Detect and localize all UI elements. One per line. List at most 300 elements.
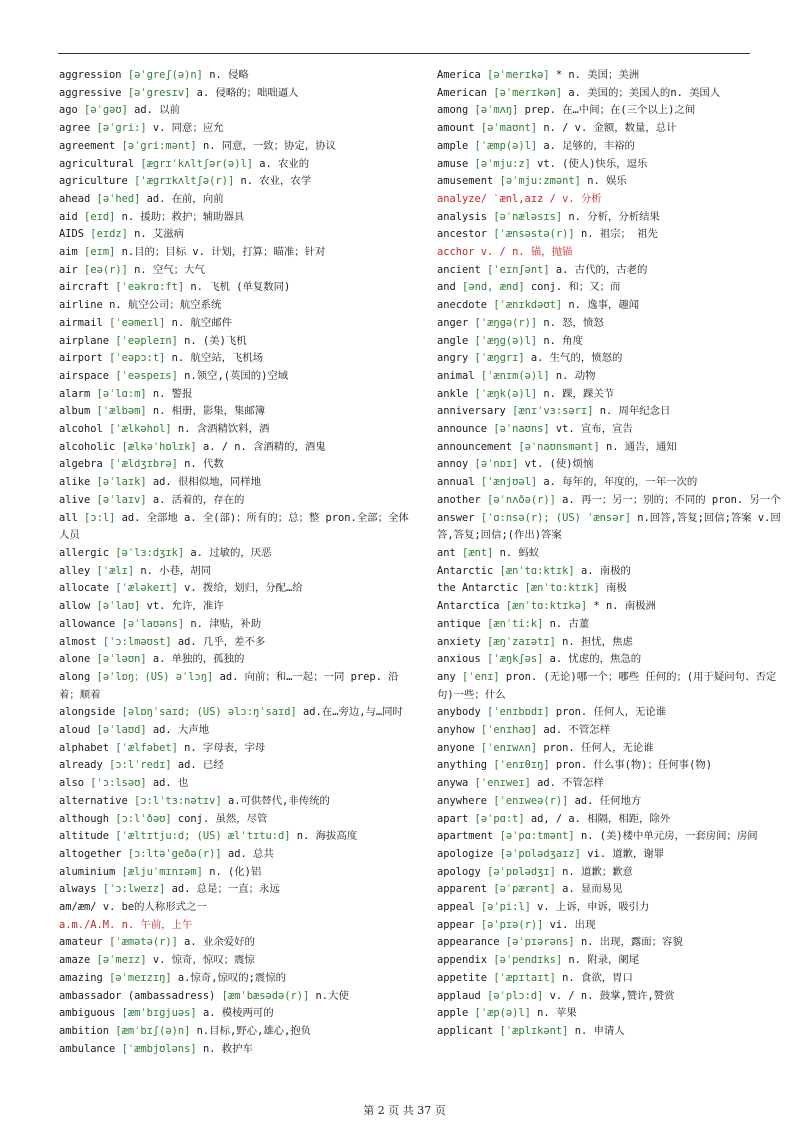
entry-phonetic: [ əˈlaɪk ] <box>97 476 147 488</box>
entry-word: anybody <box>437 706 481 719</box>
entry-phonetic: [ ˈæp(ə)l ] <box>475 1007 531 1019</box>
entry-definition: n.领空,(英国的)空域 <box>184 369 289 382</box>
entry-word: annual <box>437 476 475 489</box>
entry-phonetic: [ æmˈbɪgjuəs ] <box>122 1007 197 1019</box>
entry-word: amateur <box>59 936 103 949</box>
vocab-entry <box>59 580 409 598</box>
entry-definition: n. 飞机 (单复数同) <box>190 281 291 294</box>
vocab-entry <box>437 811 787 829</box>
entry-definition: * n. 南极洲 <box>593 600 656 613</box>
entry-phonetic: [ ˈenɪ ] <box>462 671 500 683</box>
vocab-entry <box>437 846 787 864</box>
entry-definition: n. 字母表，字母 <box>184 741 266 754</box>
entry-definition: conj. 和；又；而 <box>530 281 621 294</box>
vocab-entry <box>437 510 787 545</box>
entry-word: ambiguous <box>59 1007 116 1020</box>
entry-definition: n.大使 <box>315 989 349 1002</box>
entry-word: alcoholic <box>59 440 116 453</box>
vocab-entry <box>59 598 409 616</box>
entry-phonetic: [ ˈæplɪkənt ] <box>500 1025 569 1037</box>
entry-definition: n. 通告，通知 <box>605 440 677 453</box>
vocab-entry <box>59 492 409 510</box>
entry-definition: conj. 虽然，尽管 <box>177 812 268 825</box>
entry-word: apparent <box>437 883 488 896</box>
entry-word: announce <box>437 423 488 436</box>
entry-phonetic: [ ˈæŋk(ə)l ] <box>475 388 538 400</box>
entry-word: airmail <box>59 316 103 329</box>
entry-word: aggressive <box>59 86 122 99</box>
vocab-entry <box>59 1023 409 1041</box>
vocab-entry <box>59 917 409 935</box>
entry-phonetic: [ ˈæmətə(r) ] <box>109 936 178 948</box>
entry-definition: n. 角度 <box>543 334 583 347</box>
entry-phonetic: [ əˈpɪə(r) ] <box>481 919 544 931</box>
entry-word: alive <box>59 493 91 506</box>
entry-definition: n. 含酒精饮料，酒 <box>177 423 270 436</box>
entry-word: allocate <box>59 582 110 595</box>
entry-word: ancestor <box>437 228 488 241</box>
entry-word: appeal <box>437 901 475 914</box>
entry-word: anxiety <box>437 635 481 648</box>
entry-phonetic: [ eɪd ] <box>84 211 115 223</box>
entry-word: analysis <box>437 210 488 223</box>
vocab-entry <box>437 262 787 280</box>
entry-definition: n. / v. 金额，数量，总计 <box>543 122 677 135</box>
entry-definition: vi. 道歉，谢罪 <box>587 847 665 860</box>
entry-word: amusement <box>437 175 494 188</box>
vocab-entry <box>437 970 787 988</box>
entry-definition: n. 周年纪念日 <box>599 405 671 418</box>
entry-definition: n. 海拔高度 <box>296 830 358 843</box>
vocab-entry <box>437 333 787 351</box>
entry-word: am/æm/ <box>59 901 97 914</box>
entry-definition: ad. 很相似地，同样地 <box>152 476 262 489</box>
entry-word: anecdote <box>437 299 488 312</box>
vocab-entry <box>59 368 409 386</box>
vocab-entry <box>437 297 787 315</box>
entry-definition: n. (美)飞机 <box>184 334 247 347</box>
vocab-entry <box>437 793 787 811</box>
entry-definition: n. 逸事，趣闻 <box>568 299 640 312</box>
vocab-entry <box>437 545 787 563</box>
entry-word: angle <box>437 334 469 347</box>
entry-definition: n. 艾滋病 <box>134 228 185 241</box>
entry-definition: pron. 什么事(物)；任何事(物) <box>555 759 712 772</box>
entry-phonetic: [ ˈenɪhaʊ ] <box>481 724 537 736</box>
entry-word: apology <box>437 865 481 878</box>
entry-word: ago <box>59 104 78 117</box>
entry-phonetic: [ əˈgreʃ(ə)n ] <box>128 69 203 81</box>
entry-word: although <box>59 812 110 825</box>
vocab-entry <box>59 173 409 191</box>
entry-definition: n. 航空公司；航空系统 <box>109 299 222 312</box>
vocab-entry <box>59 244 409 262</box>
entry-phonetic: [ ˈæŋg(ə)l ] <box>475 335 538 347</box>
entry-word: the Antarctic <box>437 582 519 595</box>
entry-word: amuse <box>437 157 469 170</box>
entry-phonetic: [ əˈgresɪv ] <box>128 87 191 99</box>
entry-definition: a. 生气的，愤怒的 <box>530 352 623 365</box>
vocab-entry <box>59 970 409 988</box>
entry-phonetic: [ ænˈtɑ:ktɪkə ] <box>506 600 587 612</box>
entry-definition: ad. 任何地方 <box>574 794 642 807</box>
entry-word: already <box>59 759 103 772</box>
entry-definition: prep. 在…中间；在(三个以上)之间 <box>524 104 696 117</box>
entry-definition: n. 食欲，胃口 <box>562 971 633 984</box>
entry-definition: a. / n. 含酒精的，酒鬼 <box>202 440 326 453</box>
vocab-entry <box>437 156 787 174</box>
vocab-entry <box>437 279 787 297</box>
entry-definition: 锚，抛锚 <box>530 246 573 259</box>
vocab-entry <box>59 616 409 634</box>
entry-phonetic: [ ɔ:ltəˈgeðə(r) ] <box>128 848 222 860</box>
vocab-entry <box>437 85 787 103</box>
entry-word: aloud <box>59 724 91 737</box>
vocab-entry <box>59 864 409 882</box>
entry-phonetic: [ ˈeɪnʃənt ] <box>487 264 550 276</box>
entry-phonetic: [ əˈpærənt ] <box>493 883 556 895</box>
entry-definition: ad. 全部地 a. 全(部)；所有的；总；整 pron.全部；全体人员 <box>59 511 409 542</box>
vocab-entry <box>437 616 787 634</box>
vocab-entry <box>59 740 409 758</box>
entry-definition: n. 动物 <box>555 369 596 382</box>
entry-phonetic: [ ˈæmbjʊləns ] <box>122 1043 197 1055</box>
entry-definition: ad. 在前，向前 <box>146 192 224 205</box>
entry-word: aim <box>59 246 78 259</box>
vocab-entry <box>59 1041 409 1059</box>
entry-phonetic: [ əˈpɑ:tmənt ] <box>500 830 575 842</box>
entry-definition: pron. (无论)哪一个；哪些 任何的；(用于疑问句、否定句)一些；什么 <box>437 670 777 701</box>
entry-definition: a. 美国的；美国人的n. 美国人 <box>568 86 721 99</box>
entry-definition: ad, / a. 相隔，相距，除外 <box>530 812 671 825</box>
entry-word: aircraft <box>59 281 110 294</box>
vocab-entry <box>59 793 409 811</box>
entry-definition: n. 午前，上午 <box>121 918 193 931</box>
entry-phonetic: [ ænˈti:k ] <box>487 618 543 630</box>
vocab-entry <box>437 669 787 704</box>
entry-definition: ad.在…旁边,与…同时 <box>303 706 403 719</box>
entry-phonetic: [ ænɪˈvɜ:sərɪ ] <box>512 405 593 417</box>
entry-phonetic: [ əˈləʊn ] <box>97 653 147 665</box>
vocab-entry <box>59 669 409 704</box>
entry-definition: ad. 向前；和…一起；一同 prep. 沿着；顺着 <box>59 670 399 701</box>
entry-definition: n. 出现，露面；容貌 <box>580 936 683 949</box>
entry-phonetic: [ ˈælfəbet ] <box>115 742 178 754</box>
entry-definition: v. 分析 <box>562 192 602 205</box>
entry-word: announcement <box>437 440 513 453</box>
entry-phonetic: [ əˈmju:zmənt ] <box>500 175 581 187</box>
entry-phonetic: [ əˈmeɪzɪŋ ] <box>109 972 172 984</box>
vocab-entry <box>59 262 409 280</box>
entry-word: applicant <box>437 1024 494 1037</box>
vocab-entry <box>437 563 787 581</box>
vocab-entry <box>59 297 409 315</box>
entry-word: aid <box>59 210 78 223</box>
entry-phonetic: [ ɔ:lˈðəʊ ] <box>115 813 171 825</box>
entry-word: acchor v. / n. <box>437 246 525 259</box>
entry-phonetic: [ əˈlɒŋ；(US) əˈlɔŋ ] <box>97 671 214 683</box>
vocab-entry <box>59 1005 409 1023</box>
entry-phonetic: [ ˈælɪ ] <box>97 565 135 577</box>
entry-word: airport <box>59 352 103 365</box>
entry-word: airline <box>59 299 103 312</box>
entry-phonetic: [ əˈpɑ:t ] <box>475 813 525 825</box>
entry-definition: v. be的人称形式之一 <box>102 901 207 914</box>
entry-definition: v. / n. 鼓掌,赞许,赞赏 <box>549 989 675 1002</box>
entry-word: alternative <box>59 794 128 807</box>
entry-phonetic: [ eə(r) ] <box>84 264 128 276</box>
entry-phonetic: [ eɪdz ] <box>90 228 128 240</box>
entry-word: airplane <box>59 334 110 347</box>
entry-word: also <box>59 777 85 790</box>
entry-phonetic: [ əˈgəʊ ] <box>84 104 128 116</box>
entry-definition: n.回答,答复;回信;答案 v.回答,答复;回信;(作出)答案 <box>437 511 781 542</box>
entry-definition: a. 农业的 <box>259 157 310 170</box>
vocab-entry <box>59 563 409 581</box>
entry-definition: n. 附录，阑尾 <box>568 954 640 967</box>
entry-word: agricultural <box>59 157 135 170</box>
entry-phonetic: [ əˈpi:l ] <box>481 901 531 913</box>
entry-phonetic: [ əˈpendɪks ] <box>493 954 562 966</box>
vocab-entry <box>437 1005 787 1023</box>
entry-phonetic: [ ənd, ænd ] <box>462 281 525 293</box>
vocab-entry <box>59 191 409 209</box>
entry-word: Antarctica <box>437 600 500 613</box>
entry-phonetic: [ əˈlɑ:m ] <box>97 388 147 400</box>
entry-word: America <box>437 69 481 81</box>
entry-word: anything <box>437 759 488 772</box>
entry-phonetic: [ ˈeəspeɪs ] <box>115 370 178 382</box>
entry-phonetic: [ ˈæltɪtju:d; (US) ælˈtɪtu:d ] <box>115 830 290 842</box>
entry-phonetic: [ əˈnaʊns ] <box>493 423 549 435</box>
entry-word: appendix <box>437 954 488 967</box>
entry-word: ambulance <box>59 1042 116 1055</box>
entry-word: ahead <box>59 192 91 205</box>
entry-phonetic: [ æŋˈzaɪətɪ ] <box>487 636 556 648</box>
entry-phonetic: [ ˈæŋkʃəs ] <box>487 653 543 665</box>
entry-word: ankle <box>437 387 469 400</box>
entry-word: altitude <box>59 830 110 843</box>
vocab-entry <box>59 456 409 474</box>
vocab-entry <box>437 704 787 722</box>
entry-word: anxious <box>437 653 481 666</box>
vocab-entry <box>437 899 787 917</box>
entry-definition: n. (化)铝 <box>209 865 262 878</box>
vocab-entry <box>437 439 787 457</box>
entry-phonetic: [ əlɒŋˈsaɪd; (US) əlɔ:ŋˈsaɪd ] <box>122 706 297 718</box>
entry-phonetic: [ ˈɔ:lsəʊ ] <box>90 777 146 789</box>
entry-definition: n. 同意，一致；协定，协议 <box>202 139 337 152</box>
entry-definition: n. 航空邮件 <box>171 316 232 329</box>
entry-word: anniversary <box>437 405 506 418</box>
entry-word: apart <box>437 812 469 825</box>
entry-word: ambassador (ambassadress) <box>59 989 216 1002</box>
entry-phonetic: [ ɔ:l ] <box>84 512 115 524</box>
entry-word: almost <box>59 635 97 648</box>
entry-word: apple <box>437 1007 469 1020</box>
vocab-entry <box>59 757 409 775</box>
entry-phonetic: [ əˈlaʊd ] <box>97 724 147 736</box>
entry-definition: n.目标,野心,雄心,抱负 <box>196 1024 312 1037</box>
entry-definition: a. 单独的，孤独的 <box>152 653 245 666</box>
vocab-entry <box>59 510 409 545</box>
entry-definition: n. 怒，愤怒 <box>543 316 604 329</box>
vocab-entry <box>59 209 409 227</box>
entry-phonetic: [ ˈeəmeɪl ] <box>109 317 165 329</box>
entry-definition: ad. 总是；一直；永远 <box>171 883 280 896</box>
vocab-entry <box>59 722 409 740</box>
header-rule <box>58 53 750 54</box>
entry-word: apartment <box>437 830 494 843</box>
page-footer: 第 2 页 共 37 页 <box>363 1104 446 1117</box>
vocab-entry <box>59 279 409 297</box>
vocab-entry <box>437 315 787 333</box>
entry-definition: vi. 出现 <box>549 918 596 931</box>
entry-definition: n. 农业，农学 <box>240 175 312 188</box>
entry-word: along <box>59 670 91 683</box>
entry-word: another <box>437 493 481 506</box>
entry-definition: vt. 宣布，宣告 <box>555 423 633 436</box>
entry-definition: ad. 也 <box>152 777 189 790</box>
entry-word: anyhow <box>437 724 475 737</box>
entry-definition: n. 踝，踝关节 <box>543 387 615 400</box>
left-column <box>59 67 409 1058</box>
entry-definition: n. 苹果 <box>537 1007 577 1020</box>
vocab-entry <box>59 881 409 899</box>
entry-word: ancient <box>437 263 481 276</box>
entry-phonetic: [ ˈenɪbɒdɪ ] <box>487 706 550 718</box>
entry-word: airspace <box>59 369 110 382</box>
vocab-entry <box>59 333 409 351</box>
entry-definition: a. 足够的，丰裕的 <box>543 139 635 152</box>
vocab-entry <box>59 439 409 457</box>
entry-definition: ad. 已经 <box>177 759 224 772</box>
entry-definition: n. 代数 <box>184 458 224 471</box>
vocab-entry <box>59 421 409 439</box>
entry-phonetic: [ ˈæmp(ə)l ] <box>475 140 538 152</box>
entry-word: antique <box>437 617 481 630</box>
vocab-entry <box>59 85 409 103</box>
entry-phonetic: [ ˈælbəm ] <box>97 405 147 417</box>
vocab-entry <box>437 722 787 740</box>
vocab-entry <box>59 226 409 244</box>
entry-definition: a. 再一；另一；别的；不同的 pron. 另一个 <box>562 493 781 506</box>
entry-phonetic: [ ænt ] <box>462 547 493 559</box>
entry-phonetic: [ əˈmʌŋ ] <box>475 104 519 116</box>
vocab-entry <box>59 350 409 368</box>
entry-word: alley <box>59 564 91 577</box>
vocab-entry <box>437 740 787 758</box>
entry-word: agree <box>59 122 91 135</box>
entry-word: allow <box>59 600 91 613</box>
entry-definition: n. 娱乐 <box>587 175 627 188</box>
entry-definition: a.惊奇,惊叹的;震惊的 <box>177 971 287 984</box>
entry-definition: n. (美)楼中单元房，一套房间；房间 <box>580 830 758 843</box>
vocab-entry <box>437 598 787 616</box>
vocab-entry <box>59 704 409 722</box>
entry-phonetic: [ ˈælkəhɒl ] <box>109 423 172 435</box>
entry-phonetic: [ æmˈbæsədə(r) ] <box>222 990 310 1002</box>
vocab-entry <box>437 775 787 793</box>
entry-word: album <box>59 405 91 418</box>
entry-definition: a. 过敏的，厌恶 <box>190 546 272 559</box>
entry-word: alphabet <box>59 741 110 754</box>
vocab-entry <box>437 474 787 492</box>
vocab-entry <box>59 403 409 421</box>
entry-word: allowance <box>59 617 116 630</box>
vocab-entry <box>59 545 409 563</box>
entry-phonetic: [ əˈnʌðə(r) ] <box>487 494 556 506</box>
vocab-entry <box>437 209 787 227</box>
vocab-entry <box>59 634 409 652</box>
entry-word: apologize <box>437 847 494 860</box>
entry-definition: n. 津贴，补助 <box>190 617 262 630</box>
entry-word: amazing <box>59 971 103 984</box>
entry-definition: a. 每年的，年度的，一年一次的 <box>543 476 698 489</box>
vocab-entry <box>59 386 409 404</box>
entry-phonetic: [ əˈnɒɪ ] <box>475 458 519 470</box>
entry-phonetic: [ əˈgri: ] <box>97 122 147 134</box>
entry-definition: vt. 允许，准许 <box>146 600 224 613</box>
entry-phonetic: [ əˈplɔ:d ] <box>487 990 543 1002</box>
entry-phonetic: [ əˈgri:mənt ] <box>122 140 197 152</box>
entry-definition: n. 警报 <box>152 387 193 400</box>
entry-definition: a. 古代的，古老的 <box>555 263 648 276</box>
entry-phonetic: [ ˈenɪwʌn ] <box>481 742 537 754</box>
entry-phonetic: [ ˈeəkrɑ:ft ] <box>115 281 184 293</box>
vocab-entry <box>59 811 409 829</box>
entry-definition: ad. 几乎，差不多 <box>177 635 266 648</box>
entry-word: anywhere <box>437 794 488 807</box>
vocab-entry <box>437 1023 787 1041</box>
right-column <box>437 67 787 1041</box>
entry-definition: a. 活着的，存在的 <box>152 493 245 506</box>
entry-definition: 南极 <box>605 582 627 595</box>
entry-definition: n. 道歉；歉意 <box>562 865 633 878</box>
entry-definition: n. 援助；救护；辅助器具 <box>121 210 245 223</box>
entry-word: amount <box>437 122 475 135</box>
entry-word: analyze/ ˋænl,aɪz / <box>437 192 556 205</box>
entry-phonetic: [ əˈlaʊ ] <box>97 600 141 612</box>
entry-phonetic: [ əˈhed ] <box>97 193 141 205</box>
entry-definition: v. 上诉，申诉，吸引力 <box>537 901 650 914</box>
entry-phonetic: [ əˈmerɪkən ] <box>493 87 562 99</box>
entry-definition: n. 分析，分析结果 <box>568 210 660 223</box>
entry-word: alike <box>59 476 91 489</box>
vocab-entry <box>59 315 409 333</box>
entry-phonetic: [ ˈænɪm(ə)l ] <box>481 370 550 382</box>
entry-phonetic: [ ˈænjʊəl ] <box>481 476 537 488</box>
entry-phonetic: [ əˈpɒlədʒaɪz ] <box>500 848 581 860</box>
entry-word: a.m./A.M. <box>59 918 116 931</box>
entry-word: alcohol <box>59 423 103 436</box>
entry-phonetic: [ əˈpɒlədʒɪ ] <box>487 866 556 878</box>
entry-word: all <box>59 511 78 524</box>
vocab-entry <box>59 120 409 138</box>
entry-phonetic: [ əˈnaʊnsmənt ] <box>518 441 599 453</box>
entry-definition: n. 蚂蚁 <box>499 546 540 559</box>
entry-word: allergic <box>59 546 110 559</box>
entry-word: answer <box>437 511 475 524</box>
entry-word: any <box>437 670 456 683</box>
vocab-entry <box>437 492 787 510</box>
entry-phonetic: [ əˈlaɪv ] <box>97 494 147 506</box>
entry-word: agreement <box>59 139 116 152</box>
entry-definition: * n. 美国；美洲 <box>555 69 640 81</box>
entry-definition: n. 相册，影集，集邮簿 <box>152 405 266 418</box>
vocab-entry <box>437 350 787 368</box>
vocab-entry <box>437 828 787 846</box>
